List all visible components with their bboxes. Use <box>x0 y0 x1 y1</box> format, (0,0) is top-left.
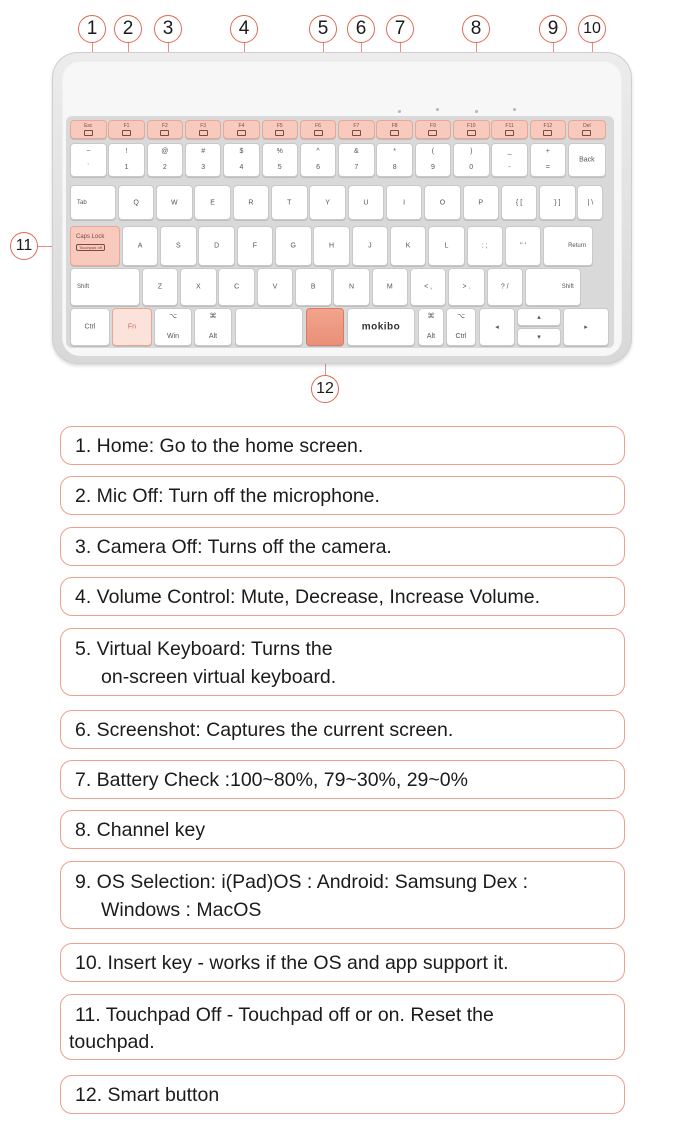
ctrl-key-symbol: ⌥ <box>456 313 466 320</box>
smart-button-key <box>306 308 344 346</box>
key-z-9 <box>448 268 485 306</box>
key-label: } ] <box>554 199 561 206</box>
legend-item-10 <box>60 943 625 982</box>
key-q-9 <box>424 185 461 220</box>
key-label: 1 <box>124 164 129 171</box>
legend-text: 4. Volume Control: Mute, Decrease, Increase Volume. <box>75 586 540 608</box>
key-label: { [ <box>515 199 523 206</box>
indicator-light <box>436 108 439 111</box>
key-label: 7 <box>354 164 359 171</box>
key-q-6 <box>309 185 346 220</box>
key-label: S <box>176 242 181 250</box>
key-label: Tab <box>77 199 87 206</box>
key-z-4 <box>257 268 294 306</box>
fn-key-f12 <box>530 120 567 139</box>
key-num-6 <box>300 143 337 177</box>
alt-left-key <box>194 308 232 346</box>
key-z-5 <box>295 268 332 306</box>
key-q-0 <box>70 185 116 220</box>
key-label: ~ <box>86 148 91 155</box>
channel-3-icon <box>505 130 514 136</box>
legend-text: 6. Screenshot: Captures the current screen. <box>75 719 454 741</box>
key-num-3 <box>185 143 222 177</box>
legend-text: touchpad. <box>69 1031 155 1053</box>
fn-key-del <box>568 120 606 139</box>
legend-text: 2. Mic Off: Turn off the microphone. <box>75 485 380 507</box>
key-label: E <box>210 199 215 206</box>
key-label: @ <box>161 148 169 155</box>
key-label: O <box>439 199 446 206</box>
arrow-down-key <box>517 328 561 346</box>
key-label: Back <box>579 156 595 164</box>
key-label: % <box>276 148 283 155</box>
win-key-symbol: ⌥ <box>168 313 178 320</box>
keyboard-diagram <box>0 0 680 410</box>
callout-2: 2 <box>114 15 142 43</box>
key-label: V <box>272 283 278 291</box>
fn-key-f5 <box>262 120 299 139</box>
key-z-0 <box>70 268 140 306</box>
key-z-7 <box>372 268 409 306</box>
key-label: ! <box>125 148 128 155</box>
key-label: Y <box>325 199 330 206</box>
callout-11: 11 <box>10 232 38 260</box>
callout-5: 5 <box>309 15 337 43</box>
legend-text: 9. OS Selection: i(Pad)OS : Android: Samsung Dex : <box>75 871 529 893</box>
key-num-8 <box>376 143 413 177</box>
insert-icon <box>582 130 591 136</box>
key-a-5 <box>275 226 312 266</box>
volume-up-icon <box>275 130 284 136</box>
legend-text: 8. Channel key <box>75 819 206 841</box>
key-label: Z <box>157 283 163 291</box>
legend-item-2 <box>60 476 625 515</box>
key-label: T <box>287 199 292 206</box>
legend-item-9 <box>60 861 625 929</box>
key-q-2 <box>156 185 193 220</box>
key-num-7 <box>338 143 375 177</box>
key-z-1 <box>142 268 179 306</box>
key-a-3 <box>198 226 235 266</box>
callout-8: 8 <box>462 15 490 43</box>
arrow-left-key <box>479 308 515 346</box>
legend-text: on-screen virtual keyboard. <box>101 666 337 688</box>
key-label: " ' <box>520 242 526 250</box>
key-a-11 <box>505 226 542 266</box>
key-label: ) <box>470 148 473 155</box>
key-label: F11 <box>505 123 514 129</box>
key-label: A <box>137 242 143 250</box>
key-label: 9 <box>430 164 435 171</box>
key-label: C <box>234 283 240 291</box>
key-label: Esc <box>84 123 93 129</box>
channel-1-icon <box>428 130 437 136</box>
legend-item-5 <box>60 628 625 696</box>
key-label: F4 <box>238 123 245 129</box>
fn-key-f4 <box>223 120 260 139</box>
key-label: Win <box>166 333 180 340</box>
key-a-7 <box>352 226 389 266</box>
key-label: H <box>329 242 335 250</box>
indicator-light <box>513 108 516 111</box>
key-label: F1 <box>123 123 130 129</box>
key-label: 2 <box>162 164 167 171</box>
legend-item-1 <box>60 426 625 465</box>
arrow-left-icon: ◂ <box>495 324 499 331</box>
key-label: F5 <box>276 123 283 129</box>
legend-item-4 <box>60 577 625 616</box>
key-label: F3 <box>200 123 207 129</box>
legend-item-3 <box>60 527 625 566</box>
key-a-12 <box>543 226 593 266</box>
key-label: F8 <box>391 123 398 129</box>
key-label: ? / <box>500 283 509 291</box>
key-q-1 <box>118 185 155 220</box>
key-label: G <box>290 242 296 250</box>
alt-right-key <box>418 308 444 346</box>
key-z-11 <box>525 268 581 306</box>
key-label: & <box>354 148 359 155</box>
key-label: 8 <box>392 164 397 171</box>
win-key <box>154 308 192 346</box>
fn-modifier-key <box>112 308 152 346</box>
key-q-11 <box>501 185 538 220</box>
key-label: B <box>310 283 316 291</box>
key-label: N <box>349 283 355 291</box>
legend-item-7 <box>60 760 625 799</box>
key-label: I <box>403 199 406 206</box>
key-z-3 <box>218 268 255 306</box>
legend-text: 1. Home: Go to the home screen. <box>75 435 364 457</box>
key-label: F <box>252 242 258 250</box>
key-label: 4 <box>239 164 244 171</box>
key-num-0 <box>70 143 107 177</box>
home-icon <box>84 130 93 136</box>
key-label: Caps Lock <box>76 234 105 240</box>
key-label: Alt <box>426 333 436 340</box>
key-label: _ <box>507 148 512 155</box>
mic-off-icon <box>122 130 131 136</box>
ctrl-right-key <box>446 308 476 346</box>
key-label: F10 <box>466 123 476 129</box>
key-label: ^ <box>316 148 320 155</box>
key-num-2 <box>147 143 184 177</box>
key-label: U <box>363 199 369 206</box>
key-q-12 <box>539 185 576 220</box>
key-label: Alt <box>208 333 218 340</box>
key-q-10 <box>463 185 500 220</box>
key-z-10 <box>487 268 524 306</box>
key-q-8 <box>386 185 423 220</box>
key-a-2 <box>160 226 197 266</box>
legend-text: 3. Camera Off: Turns off the camera. <box>75 536 392 558</box>
callout-1: 1 <box>78 15 106 43</box>
key-label: P <box>478 199 484 206</box>
mute-icon <box>199 130 208 136</box>
fn-key-f3 <box>185 120 222 139</box>
key-a-1 <box>122 226 159 266</box>
key-label: = <box>545 164 550 171</box>
key-a-8 <box>390 226 427 266</box>
key-q-13 <box>577 185 603 220</box>
key-label: - <box>508 164 511 171</box>
key-label: Ctrl <box>455 333 467 340</box>
key-label: 0 <box>469 164 474 171</box>
key-label: K <box>405 242 411 250</box>
volume-down-icon <box>237 130 246 136</box>
key-a-10 <box>467 226 504 266</box>
key-label: ( <box>431 148 435 155</box>
legend-item-12 <box>60 1075 625 1114</box>
indicator-light <box>475 110 478 113</box>
legend-item-11 <box>60 994 625 1060</box>
key-label: J <box>368 242 372 250</box>
key-label: * <box>393 148 396 155</box>
key-label: F7 <box>353 123 360 129</box>
key-label: | \ <box>587 199 594 206</box>
key-num-10 <box>453 143 490 177</box>
legend-text: 12. Smart button <box>75 1084 220 1106</box>
key-q-4 <box>233 185 270 220</box>
key-label: L <box>444 242 449 250</box>
fn-key-f7 <box>338 120 375 139</box>
key-num-11 <box>491 143 528 177</box>
arrow-right-icon: ▸ <box>584 324 588 331</box>
key-z-8 <box>410 268 447 306</box>
touchpad-off-label: Touchpad off <box>76 244 105 251</box>
key-label: 5 <box>277 164 282 171</box>
key-label: F12 <box>543 123 553 129</box>
key-label: F2 <box>161 123 168 129</box>
legend-text: Windows : MacOS <box>101 899 262 921</box>
caps-lock-key <box>70 226 120 266</box>
key-label: F6 <box>315 123 321 129</box>
key-label: M <box>386 283 393 291</box>
key-num-13 <box>568 143 606 177</box>
fn-key-f8 <box>376 120 413 139</box>
battery-icon <box>390 130 399 136</box>
key-num-5 <box>262 143 299 177</box>
space-right-key <box>347 308 415 346</box>
key-num-12 <box>530 143 567 177</box>
key-label: Fn <box>127 323 137 331</box>
key-a-9 <box>428 226 465 266</box>
callout-12: 12 <box>311 375 339 403</box>
fn-key-f6 <box>300 120 337 139</box>
key-label: $ <box>239 148 244 155</box>
legend-item-6 <box>60 710 625 749</box>
key-label: 3 <box>201 164 206 171</box>
key-label: > . <box>462 283 471 291</box>
key-num-9 <box>415 143 452 177</box>
indicator-light <box>398 110 401 113</box>
key-label: Q <box>133 199 139 206</box>
key-num-4 <box>223 143 260 177</box>
key-z-6 <box>333 268 370 306</box>
brand-logo: mokibo <box>361 321 401 333</box>
callout-4: 4 <box>230 15 258 43</box>
key-label: X <box>196 283 201 291</box>
legend-text: 5. Virtual Keyboard: Turns the <box>75 638 333 660</box>
screenshot-icon <box>352 130 361 136</box>
arrow-up-icon: ▴ <box>537 314 541 321</box>
legend-text: 10. Insert key - works if the OS and app support it. <box>75 952 509 974</box>
key-label: Ctrl <box>84 323 96 331</box>
key-label: F9 <box>430 123 436 129</box>
fn-key-f1 <box>108 120 145 139</box>
fn-key-f10 <box>453 120 490 139</box>
alt-key-symbol: ⌘ <box>427 313 435 320</box>
channel-2-icon <box>467 130 476 136</box>
key-label: Shift <box>561 284 574 290</box>
arrow-up-key <box>517 308 561 326</box>
camera-off-icon <box>160 130 169 136</box>
ctrl-left-key <box>70 308 110 346</box>
key-q-5 <box>271 185 308 220</box>
callout-9: 9 <box>539 15 567 43</box>
arrow-right-key <box>563 308 609 346</box>
fn-key-esc <box>70 120 107 139</box>
key-label: < , <box>424 283 433 291</box>
alt-key-symbol: ⌘ <box>209 313 217 320</box>
key-label: + <box>545 148 550 155</box>
fn-key-f2 <box>147 120 184 139</box>
key-z-2 <box>180 268 217 306</box>
fn-key-f9 <box>415 120 452 139</box>
key-a-6 <box>313 226 350 266</box>
key-label: ` <box>87 164 90 171</box>
space-left-key <box>235 308 303 346</box>
key-label: Shift <box>77 284 90 290</box>
callout-6: 6 <box>347 15 375 43</box>
key-label: R <box>248 199 254 206</box>
key-label: 6 <box>316 164 320 171</box>
key-label: D <box>214 242 220 250</box>
key-q-7 <box>348 185 385 220</box>
key-q-3 <box>194 185 231 220</box>
legend-text: 7. Battery Check :100~80%, 79~30%, 29~0% <box>75 769 468 791</box>
key-label: W <box>171 199 178 206</box>
os-select-icon <box>543 130 552 136</box>
callout-3: 3 <box>154 15 182 43</box>
callout-7: 7 <box>386 15 414 43</box>
key-num-1 <box>108 143 145 177</box>
legend-item-8 <box>60 810 625 849</box>
key-label: Del <box>583 123 591 129</box>
callout-10: 10 <box>578 15 606 43</box>
key-label: : ; <box>481 242 488 250</box>
virtual-keyboard-icon <box>314 130 323 136</box>
legend-text: 11. Touchpad Off - Touchpad off or on. Reset the <box>75 1004 494 1026</box>
key-label: Return <box>568 243 587 249</box>
key-a-4 <box>237 226 274 266</box>
arrow-down-icon: ▾ <box>537 334 541 341</box>
fn-key-f11 <box>491 120 528 139</box>
key-label: # <box>201 148 206 155</box>
